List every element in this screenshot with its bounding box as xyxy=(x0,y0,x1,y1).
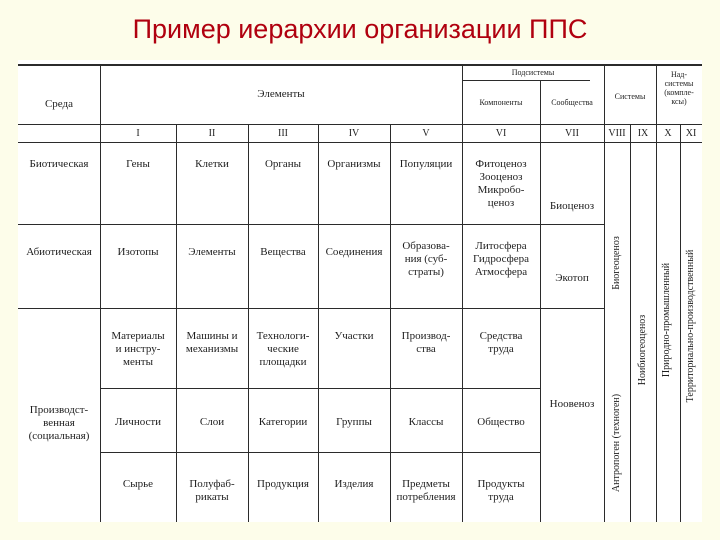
numeral-x: X xyxy=(664,128,672,139)
cell-uchastki: Участки xyxy=(334,330,374,342)
cell-elementy: Элементы xyxy=(188,246,236,258)
cell-biocenoz: Биоценоз xyxy=(549,200,595,212)
row-label-abioticheskaya: Абиотическая xyxy=(26,246,92,258)
col-line-11 xyxy=(680,124,681,522)
col-line-7 xyxy=(540,80,541,522)
header-sistemy: Системы xyxy=(614,92,646,101)
vertical-label-noobiogeocenoz: Ноибиогеоценоз xyxy=(637,314,648,386)
cell-gruppy: Группы xyxy=(336,416,372,428)
cell-izotopy: Изотопы xyxy=(117,246,159,258)
cell-atmosfera: Атмосфера xyxy=(474,266,528,278)
subsystems-underline xyxy=(462,80,590,81)
cell-veshchestva: Вещества xyxy=(260,246,306,258)
numeral-vi: VI xyxy=(495,128,507,139)
col-line-3 xyxy=(248,124,249,522)
numeral-iv: IV xyxy=(348,128,360,139)
table-border-top xyxy=(18,64,702,66)
header-sreda: Среда xyxy=(44,98,74,110)
cell-obshchestvo: Общество xyxy=(477,416,525,428)
cell-obrazovaniya-3: страты) xyxy=(408,266,444,278)
cell-mashiny-2: механизмы xyxy=(185,343,239,355)
cell-lichnosti: Личности xyxy=(114,416,162,428)
cell-klassy: Классы xyxy=(408,416,444,428)
vertical-label-biogeocenoz: Биогеоценоз xyxy=(611,236,622,290)
cell-sredstva-2: труда xyxy=(488,343,514,355)
col-line-4 xyxy=(318,124,319,522)
cell-obrazovaniya-2: ния (суб- xyxy=(404,253,448,265)
header-podsistemy: Подсистемы xyxy=(511,68,555,77)
row-divider-1 xyxy=(18,224,604,225)
col-line-9 xyxy=(630,124,631,522)
cell-organy: Органы xyxy=(264,158,302,170)
cell-tehnologicheskie-3: площадки xyxy=(259,356,307,368)
cell-obrazovaniya-1: Образова- xyxy=(402,240,450,252)
cell-populyacii: Популяции xyxy=(399,158,453,170)
numerals-divider xyxy=(18,142,702,143)
header-nadsistemy-1: Над- xyxy=(670,70,688,79)
cell-kletki: Клетки xyxy=(195,158,229,170)
cell-sredstva-1: Средства xyxy=(479,330,523,342)
numeral-iii: III xyxy=(278,128,288,139)
cell-materialy-2: и инстру- xyxy=(115,343,161,355)
cell-tehnologicheskie-2: ческие xyxy=(267,343,299,355)
cell-litosfera: Литосфера xyxy=(475,240,527,252)
cell-polufabrikaty-1: Полуфаб- xyxy=(189,478,235,490)
header-divider xyxy=(18,124,702,125)
header-nadsistemy-4: ксы) xyxy=(671,97,687,106)
cell-zoocenoz: Зооценоз xyxy=(479,171,523,183)
hierarchy-table-scan xyxy=(18,60,702,522)
cell-polufabrikaty-2: рикаты xyxy=(195,491,229,503)
vertical-label-antropogen: Антропоген (техноген) xyxy=(611,393,622,493)
cell-produkty-1: Продукты xyxy=(477,478,525,490)
cell-materialy-3: менты xyxy=(123,356,153,368)
row-divider-4 xyxy=(100,452,540,453)
cell-kategorii: Категории xyxy=(258,416,308,428)
cell-soedineniya: Соединения xyxy=(325,246,383,258)
row-label-proizvodstvennaya-1: Производст- xyxy=(29,404,89,416)
cell-noocenoz: Ноовеноз xyxy=(549,398,595,410)
row-label-proizvodstvennaya-3: (социальная) xyxy=(28,430,90,442)
cell-cenoz: ценоз xyxy=(487,197,515,209)
header-komponenty: Компоненты xyxy=(479,98,523,107)
cell-predmety-1: Предметы xyxy=(402,478,450,490)
cell-mashiny-1: Машины и xyxy=(186,330,238,342)
cell-organizmy: Организмы xyxy=(327,158,381,170)
header-nadsistemy-3: (компле- xyxy=(664,88,694,97)
numeral-xi: XI xyxy=(685,128,697,139)
col-line-5 xyxy=(390,124,391,522)
row-divider-3 xyxy=(100,388,540,389)
cell-fitocenoz: Фитоценоз xyxy=(475,158,527,170)
vertical-label-territorialno: Территориально-производственный xyxy=(685,249,696,403)
cell-predmety-2: потребления xyxy=(396,491,456,503)
numeral-i: I xyxy=(136,128,140,139)
header-nadsistemy-2: системы xyxy=(664,79,694,88)
slide-title: Пример иерархии организации ППС xyxy=(132,14,588,44)
cell-produkciya: Продукция xyxy=(257,478,309,490)
cell-proizvodstva-1: Производ- xyxy=(401,330,451,342)
cell-proizvodstva-2: ства xyxy=(416,343,436,355)
cell-materialy-1: Материалы xyxy=(111,330,165,342)
numeral-vii: VII xyxy=(565,128,579,139)
cell-geny: Гены xyxy=(126,158,150,170)
cell-syre: Сырье xyxy=(122,478,154,490)
col-line-2 xyxy=(176,124,177,522)
cell-ekotop: Экотоп xyxy=(555,272,589,284)
cell-izdeliya: Изделия xyxy=(334,478,374,490)
numeral-ix: IX xyxy=(637,128,649,139)
header-soobshchestva: Сообщества xyxy=(551,98,593,107)
cell-produkty-2: труда xyxy=(488,491,514,503)
header-elementy: Элементы xyxy=(257,88,305,100)
cell-tehnologicheskie-1: Технологи- xyxy=(256,330,310,342)
vertical-label-prirodno: Природно-промышленный xyxy=(661,262,672,378)
cell-mikrobo: Микробо- xyxy=(477,184,525,196)
numeral-v: V xyxy=(422,128,430,139)
cell-gidrosfera: Гидросфера xyxy=(472,253,530,265)
row-divider-2 xyxy=(18,308,604,309)
numeral-viii: VIII xyxy=(608,128,626,139)
cell-sloi: Слои xyxy=(199,416,225,428)
numeral-ii: II xyxy=(208,128,216,139)
row-label-proizvodstvennaya-2: венная xyxy=(43,417,75,429)
row-label-bioticheskaya: Биотическая xyxy=(29,158,89,170)
